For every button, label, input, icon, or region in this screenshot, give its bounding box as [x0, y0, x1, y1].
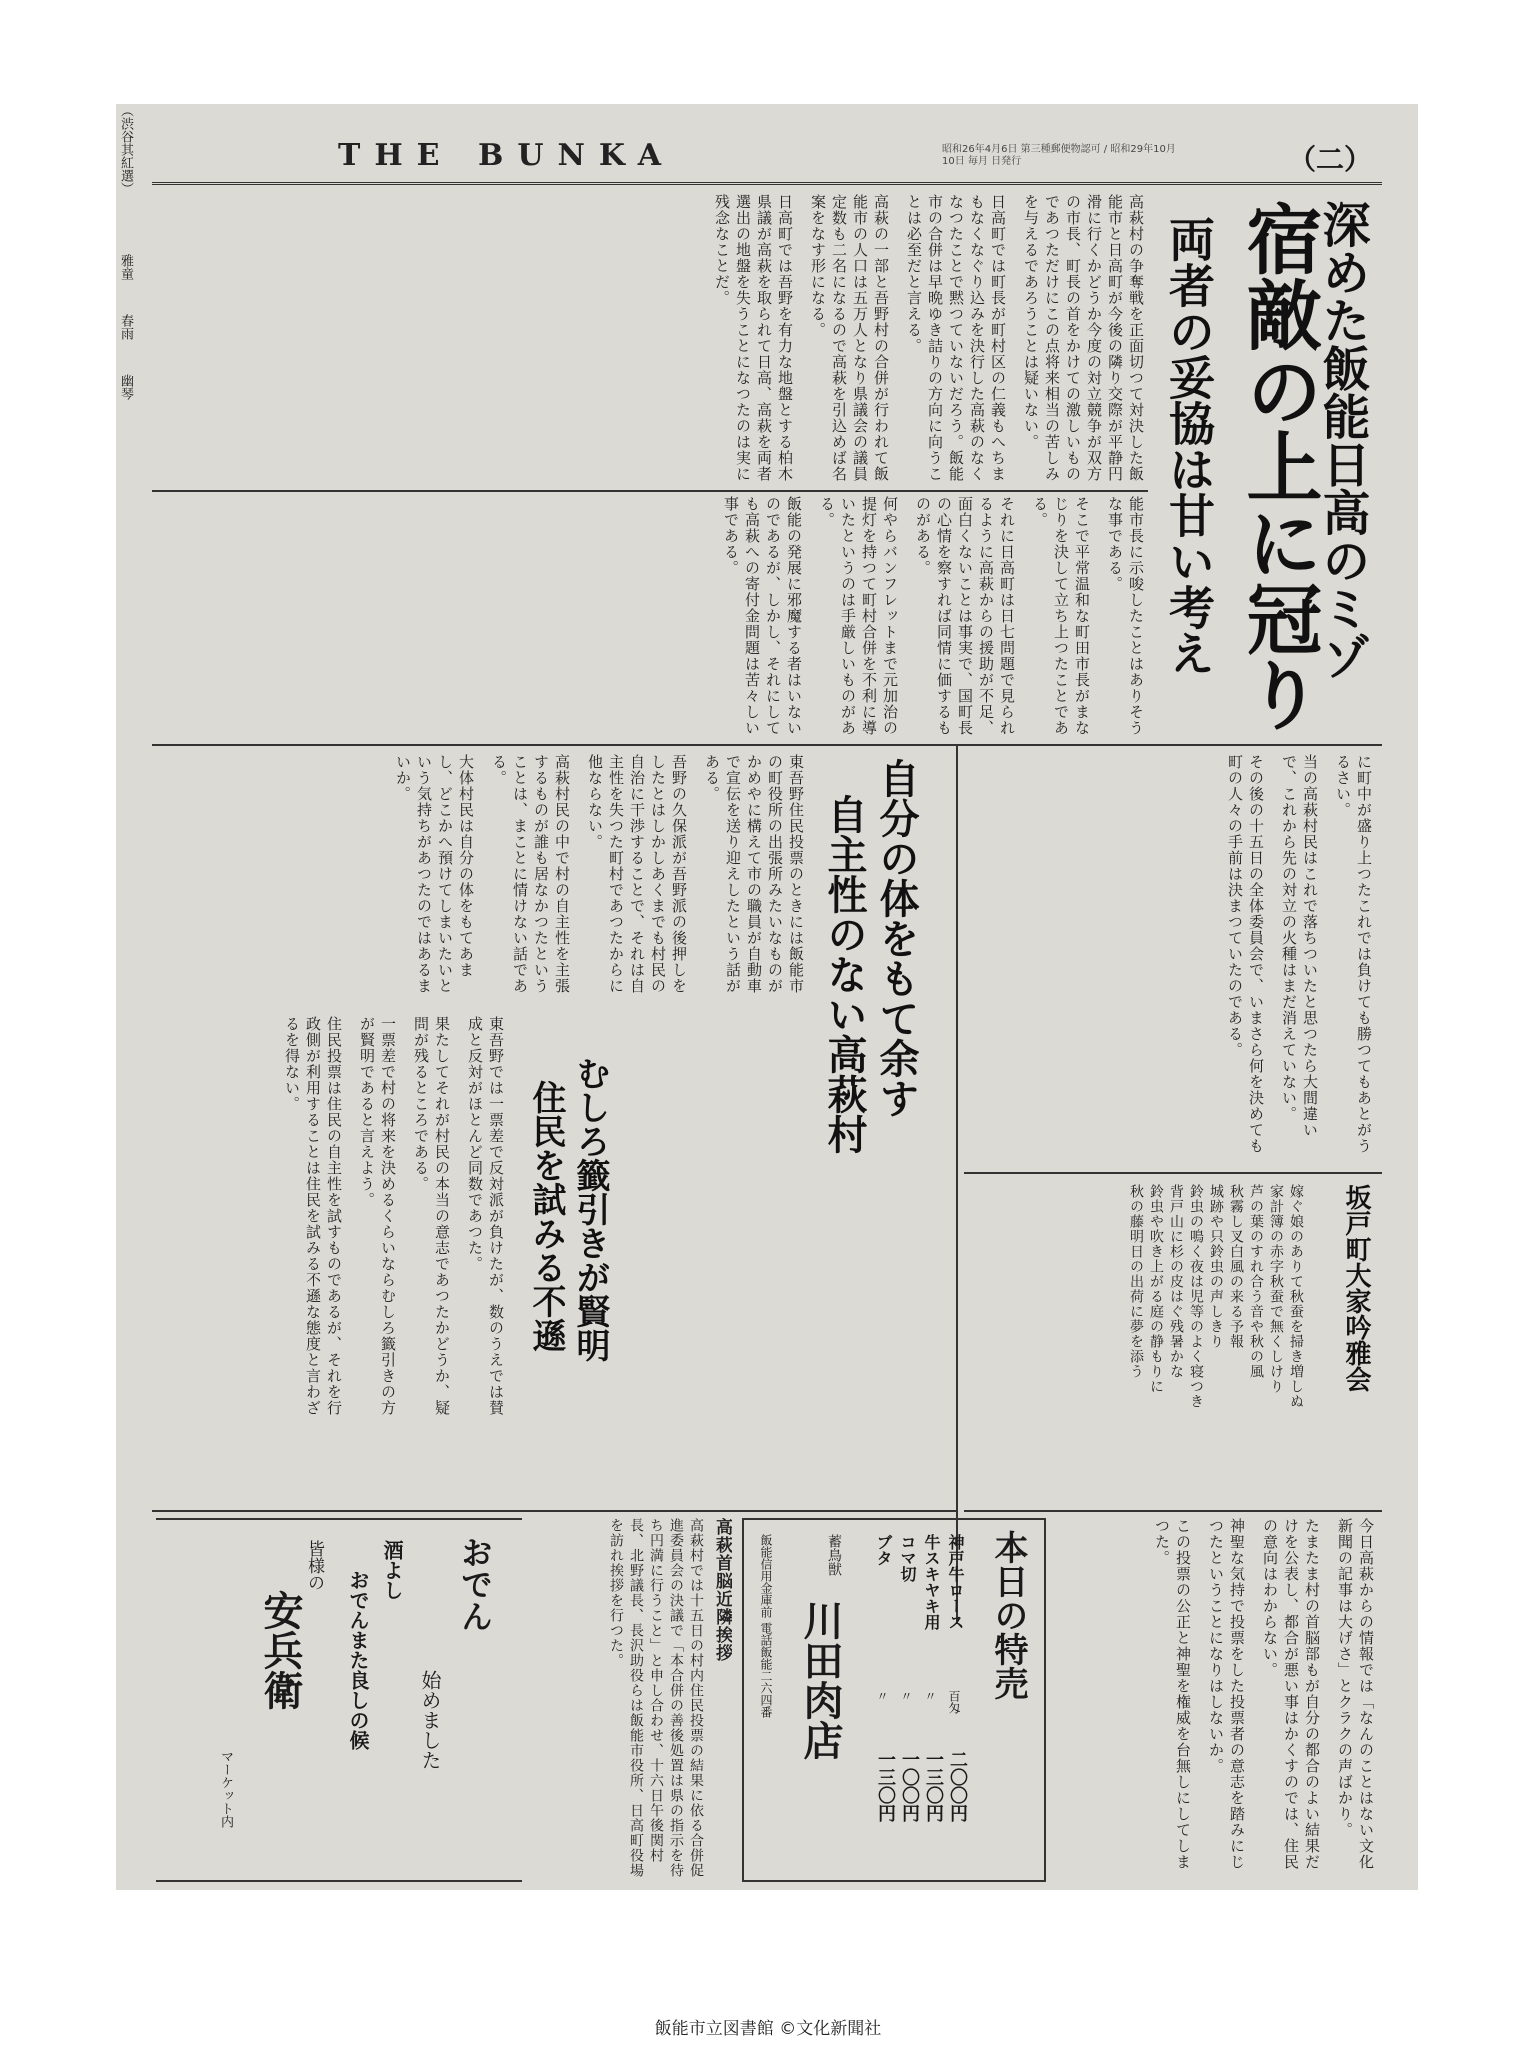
takahagi-article-body [156, 754, 806, 1004]
main-article-paragraph: それに日高町は日七問題で見られるように高萩からの援助が不足、面白くないことは事実で、国町長の心情を察すれば同情に価するものがある。 [914, 496, 1016, 736]
notice-block [536, 1518, 732, 1878]
sale-headline: 本日の特売 [988, 1530, 1028, 1700]
poem-column-title: 坂戸町大家吟雅会 [1341, 1184, 1371, 1392]
main-article-paragraph: 日高町では吾野を有力な地盤とする柏木県議が高萩を取られて日高、高萩を両者選出の地盤を失うことになつたのは実に残念なことだ。 [713, 194, 794, 482]
main-subhead: 両者の妥協は甘い考え [1162, 216, 1216, 676]
bottom-right-paragraph: たまたま村の首脳部もが自分の都合のよい結果だけを公表し、都合が悪い事はかくすのでは、住民の意向はわからない。 [1261, 1518, 1321, 1870]
column-divider [152, 490, 1148, 492]
takahagi-headline: 自分の体をもて余す [873, 758, 920, 1118]
newspaper-page [116, 104, 1418, 1890]
sale-item-price: 一三〇円 [875, 1750, 896, 1822]
vote-article-body [156, 1016, 506, 1426]
sale-item-unit: 〃 [875, 1690, 889, 1702]
poem-line: 秋の藤明日の出荷に夢を添う [1128, 1184, 1144, 1379]
bottom-right-article-body [1054, 1518, 1376, 1878]
main-article-paragraph: 飯能の発展に邪魔する者はいないのであるが、しかし、それにしても高萩への寄付金問題は苦々しい事である。 [722, 496, 803, 736]
sale-item-name: 神戸牛ロース [946, 1534, 965, 1630]
right-article-paragraph: 当の高萩村民はこれで落ちついたと思つたら大間違いで、これから先の対立の火種はまだ消えていない。 [1280, 754, 1319, 1138]
main-article-body [156, 194, 1146, 484]
column-divider [152, 1510, 956, 1512]
page-number: （二） [1287, 143, 1372, 176]
poem-line: 芦の葉のすれ合う音や秋の風 [1248, 1184, 1264, 1379]
vote-paragraph: 一票差で村の将来を決めるくらいならむしろ籤引きの方が賢明であると言えよう。 [358, 1016, 397, 1416]
notice-headline: 高萩首脳近隣挨拶 [712, 1518, 732, 1662]
poem-line: 嫁ぐ娘のありて秋蚕を掃き増しぬ [1288, 1184, 1304, 1409]
oden-line: 酒よし [380, 1540, 404, 1600]
vote-subhead: 住民を試みる不遜 [526, 1080, 566, 1352]
main-article-paragraph: 高萩村の争奪戦を正面切つて対決した飯能市と日高町が今後の隣り交際が平静円滑に行くかどうか今度の対立競争が双方の市長、町長の首をかけての激しいものであつただけにこの点将来相当の苦しみを与えるであろうことは疑いない。 [1022, 194, 1145, 482]
masthead-title: THE BUNKA [338, 138, 676, 173]
sale-item-unit: 〃 [923, 1690, 937, 1702]
bottom-right-paragraph: 今日高萩からの情報では「なんのことはない文化新聞の記事は大げさ」とクラクの声ばかり。 [1336, 1518, 1375, 1870]
main-article-paragraph: そこで平常温和な町田市長がまなじりを決して立ち上つたことである。 [1031, 496, 1091, 736]
notice-body: 高萩村では十五日の村内住民投票の結果に依る合併促進委員会の決議で「本合併の善後処置は県の指示を待ち円満に行うこと」と申し合わせ、十六日午後関村長、北野議長、長沢助役らは飯能市役所、日高町役場を訪れ挨拶を行つた。 [608, 1518, 704, 1878]
oden-greeting: 皆様の [304, 1540, 324, 1591]
sale-item-name: ブタ [874, 1534, 893, 1566]
poem-author: 雅童 [118, 254, 133, 280]
right-article-paragraph: に町中が盛り上つたこれでは負けても勝つてもあとがうるさい。 [1334, 754, 1373, 1154]
oden-shop-name: 安兵衛 [257, 1590, 304, 1710]
vote-paragraph: 東吾野では一票差で反対派が負けたが、数のうえでは賛成と反対がほとんど同数であつた。 [466, 1016, 505, 1416]
takahagi-paragraph: 東吾野住民投票のときには飯能市の町役所の出張所みたいなものがかめやに構えて市の職員が自動車で宣伝を送り迎えしたという話がある。 [703, 754, 805, 994]
takahagi-paragraph: 吾野の久保派が吾野派の後押しをしたとはしかしあくまでも村民の自治に干渉することで、それは自主性を失つた町村であつたからに他ならない。 [586, 754, 688, 994]
butcher-shop-name: 川田肉店 [797, 1600, 844, 1760]
takahagi-subhead: 自主性のない高萩村 [821, 794, 868, 1154]
poem-line: 家計簿の赤字秋蚕で無くしけり [1268, 1184, 1284, 1394]
takahagi-paragraph: 高萩村民の中で村の自主性を主張するものが誰も居なかつたということは、まことに情けない話である。 [490, 754, 571, 994]
sale-item-price: 一三〇円 [923, 1750, 944, 1822]
poem-line: 背戸山に杉の皮はぐ残暑かな [1168, 1184, 1184, 1379]
main-article-paragraph: 何やらバンフレットまで元加治の提灯を持つて町村合併を不利に導いたというのは手厳しいものがある。 [818, 496, 899, 736]
vote-headline: むしろ籤引きが賢明 [570, 1056, 610, 1362]
sale-item-name: 牛スキヤキ用 [922, 1534, 941, 1630]
sale-item-name: コマ切 [898, 1534, 917, 1582]
column-divider [956, 744, 958, 1624]
column-divider [152, 744, 1382, 746]
poem-author: 幽琴 [118, 374, 133, 400]
sale-item-price: 二〇〇円 [947, 1750, 968, 1822]
oden-line: 始めました [418, 1670, 442, 1770]
poem-list [1066, 1184, 1306, 1504]
sale-item-unit: 〃 [899, 1690, 913, 1702]
bottom-right-paragraph: 神聖な気持で投票をした投票者の意志を踏みにじつたということになりはしないか。 [1207, 1518, 1246, 1870]
poem-author: 春雨 [118, 314, 133, 340]
right-article-paragraph: その後の十五日の全体委員会で、いまさら何を決めても町の人々の手前は決まつていたのである。 [1226, 754, 1265, 1154]
masthead-notes: 昭和26年4月6日 第三種郵便物認可 / 昭和29年10月10日 毎月 日発行 [942, 144, 1176, 167]
poem-column-subtitle: （渋谷其紅選） [118, 104, 133, 195]
poem-line: 鈴虫の鳴く夜は児等のよく寝つき [1188, 1184, 1204, 1409]
vote-paragraph: 果たしてそれが村民の本当の意志であつたかどうか、疑問が残るところである。 [412, 1016, 451, 1416]
main-article-paragraph: 日高町では町長が町村区の仁義もへちまもなくなぐり込みを決行した高萩のなくなつたことで黙つていないだろう。飯能市の合併は早晩ゆき詰りの方向に向うことは必至だと言える。 [905, 194, 1007, 482]
sale-item-price: 一〇〇円 [899, 1750, 920, 1822]
column-divider [964, 1172, 1382, 1174]
poem-line: 城跡や只鈴虫の声しきり [1208, 1184, 1224, 1349]
main-article-continued [156, 496, 1146, 736]
column-divider [964, 1510, 1382, 1512]
page-credit: 飯能市立図書館 ©文化新聞社 [654, 2019, 882, 2039]
oden-headline: おでん [456, 1536, 494, 1632]
main-headline: 宿敵の上に冠り [1234, 200, 1323, 732]
masthead [152, 134, 1382, 185]
poem-line: 秋霧し叉白風の来る予報 [1228, 1184, 1244, 1349]
oden-location: マーケット内 [218, 1750, 233, 1828]
takahagi-paragraph: 大体村民は自分の体をもてあまし、どこかへ預けてしまいたいという気持ちがあつたのではあるまいか。 [394, 754, 475, 994]
shop-prefix: 蓄鳥獣 [826, 1534, 842, 1576]
poem-line: 鈴虫や吹き上がる庭の静もりに [1148, 1184, 1164, 1394]
main-article-paragraph: 高萩の一部と吾野村の合併が行われて飯能市の人口は五万人となり県議会の議員定数も二名になるので高萩を引込めば名案をなす形になる。 [809, 194, 890, 482]
vote-paragraph: 住民投票は住民の自主性を試すものであるが、それを行政側が利用することは住民を試みる不遜な態度と言わざるを得ない。 [283, 1016, 343, 1416]
sale-item-unit: 百匁 [947, 1690, 961, 1714]
butcher-ad [742, 1518, 1046, 1882]
right-article-body [964, 754, 1374, 1164]
oden-line: おでんまた良しの候 [346, 1570, 370, 1750]
oden-ad [156, 1518, 522, 1882]
shop-address: 飯能信用金庫前 電話飯能二六四番 [759, 1534, 773, 1718]
bottom-right-paragraph: この投票の公正と神聖を権威を台無しにしてしまつた。 [1153, 1518, 1192, 1870]
main-article-paragraph: 能市長に示唆したことはありそうな事である。 [1106, 496, 1145, 736]
main-kicker: 深めた飯能日高のミゾ [1314, 200, 1370, 680]
